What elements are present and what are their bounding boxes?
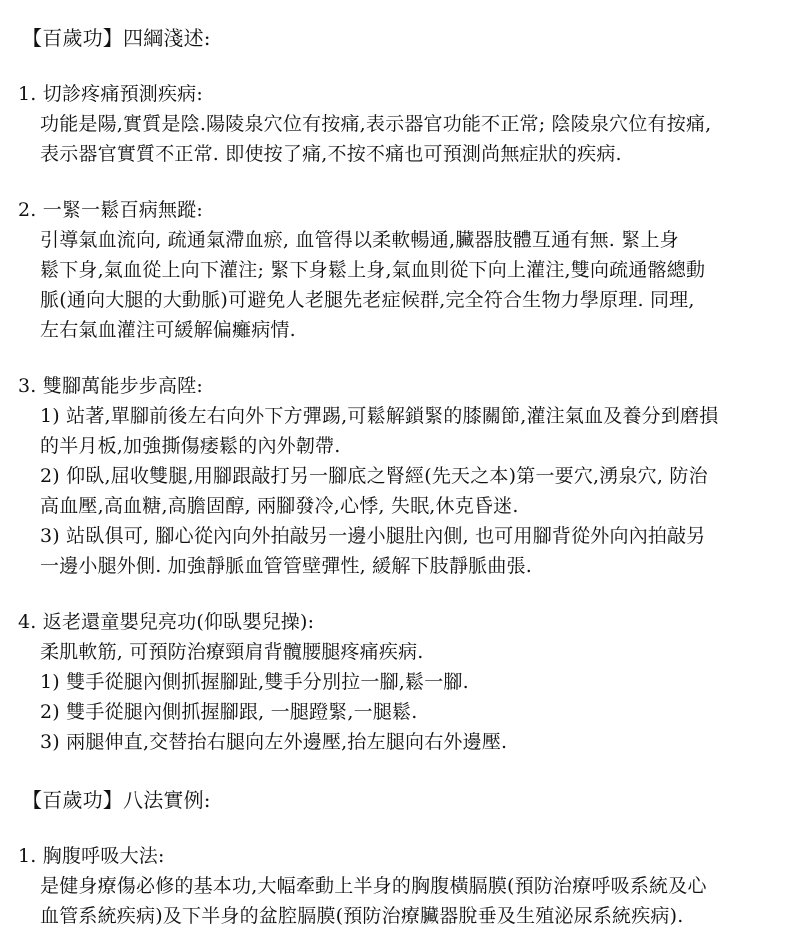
sub-item-line: 3) 站臥俱可, 腳心從內向外拍敲另一邊小腿肚內側, 也可用腳背從外向內拍敲另 <box>40 525 706 547</box>
item-body-line: 血管系統疾病)及下半身的盆腔膈膜(預防治療臟器脫垂及生殖泌尿系統疾病). <box>40 905 684 927</box>
item-body-line: 鬆下身,氣血從上向下灌注; 緊下身鬆上身,氣血則從下向上灌注,雙向疏通髂總動 <box>40 259 706 281</box>
sub-item-line: 一邊小腿外側. 加強靜脈血管管壁彈性, 緩解下肢靜脈曲張. <box>40 555 532 577</box>
item-body-line: 功能是陽,實質是陰.陽陵泉穴位有按痛,表示器官功能不正常; 陰陵泉穴位有按痛, <box>40 113 712 135</box>
sub-item-line: 2) 仰臥,屈收雙腿,用腳跟敲打另一腳底之腎經(先天之本)第一要穴,湧泉穴, 防治 <box>40 465 708 487</box>
sub-item-line: 的半月板,加強撕傷痿鬆的內外韌帶. <box>40 435 341 457</box>
item-title-breathing: 1. 胸腹呼吸大法: <box>18 845 165 867</box>
sub-item-line: 1) 雙手從腿內側抓握腳趾,雙手分別拉一腳,鬆一腳. <box>40 671 469 693</box>
sub-item-line: 1) 站著,單腳前後左右向外下方彈踢,可鬆解鎖緊的膝關節,灌注氣血及養分到磨損 <box>40 405 719 427</box>
item-body-line: 柔肌軟筋, 可預防治療頸肩背髖腰腿疼痛疾病. <box>40 641 424 663</box>
sub-item-line: 3) 兩腿伸直,交替抬右腿向左外邊壓,抬左腿向右外邊壓. <box>40 731 508 753</box>
item-body-line: 是健身療傷必修的基本功,大幅牽動上半身的胸腹橫膈膜(預防治療呼吸系統及心 <box>40 875 707 897</box>
section-header-four-principles: 【百歲功】四綱淺述: <box>22 26 211 50</box>
item-body-line: 表示器官實質不正常. 即使按了痛,不按不痛也可預測尚無症狀的疾病. <box>40 143 622 165</box>
item-title-pain-diagnosis: 1. 切診疼痛預測疾病: <box>18 83 203 105</box>
item-title-tense-relax: 2. 一緊一鬆百病無蹤: <box>18 199 203 221</box>
section-header-eight-methods: 【百歲功】八法實例: <box>22 788 211 812</box>
sub-item-line: 2) 雙手從腿內側抓握腳跟, 一腿蹬緊,一腿鬆. <box>40 701 418 723</box>
sub-item-line: 高血壓,高血糖,高膽固醇, 兩腳發冷,心悸, 失眠,休克昏迷. <box>40 495 519 517</box>
item-body-line: 脈(通向大腿的大動脈)可避免人老腿先老症候群,完全符合生物力學原理. 同理, <box>40 289 695 311</box>
item-title-feet: 3. 雙腳萬能步步高陞: <box>18 375 203 397</box>
item-body-line: 左右氣血灌注可緩解偏癱病情. <box>40 319 296 341</box>
item-title-baby-exercise: 4. 返老還童嬰兒亮功(仰臥嬰兒操): <box>18 611 315 633</box>
item-body-line: 引導氣血流向, 疏通氣滯血瘀, 血管得以柔軟暢通,臟器肢體互通有無. 緊上身 <box>40 229 679 251</box>
